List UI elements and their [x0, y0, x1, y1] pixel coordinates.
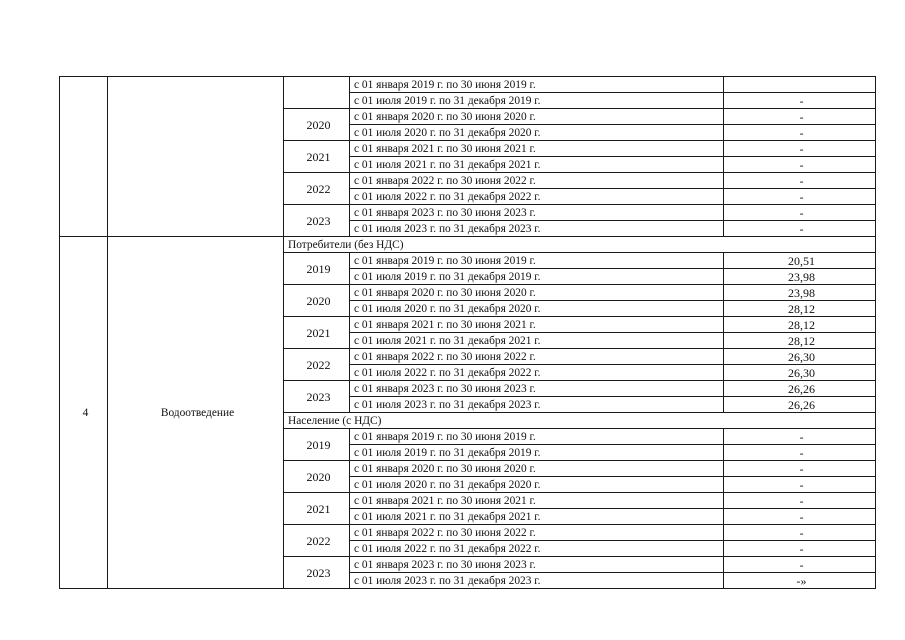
- tariff-value-cell: -: [724, 477, 876, 493]
- period-cell: с 01 июля 2020 г. по 31 декабря 2020 г.: [350, 125, 724, 141]
- period-cell: с 01 января 2019 г. по 30 июня 2019 г.: [350, 77, 724, 93]
- period-cell: с 01 июля 2022 г. по 31 декабря 2022 г.: [350, 189, 724, 205]
- tariff-value-cell: 28,12: [724, 333, 876, 349]
- period-cell: с 01 января 2020 г. по 30 июня 2020 г.: [350, 461, 724, 477]
- tariff-value-cell: -: [724, 93, 876, 109]
- group-title: Потребители (без НДС): [284, 237, 876, 253]
- period-cell: с 01 января 2019 г. по 30 июня 2019 г.: [350, 253, 724, 269]
- period-cell: с 01 июля 2020 г. по 31 декабря 2020 г.: [350, 477, 724, 493]
- tariff-value-cell: -: [724, 429, 876, 445]
- period-cell: с 01 января 2020 г. по 30 июня 2020 г.: [350, 285, 724, 301]
- period-cell: с 01 июля 2023 г. по 31 декабря 2023 г.: [350, 397, 724, 413]
- year-cell: 2020: [284, 109, 350, 141]
- group-title: Население (с НДС): [284, 413, 876, 429]
- period-cell: с 01 января 2023 г. по 30 июня 2023 г.: [350, 205, 724, 221]
- period-cell: с 01 июля 2021 г. по 31 декабря 2021 г.: [350, 333, 724, 349]
- period-cell: с 01 января 2020 г. по 30 июня 2020 г.: [350, 109, 724, 125]
- tariff-value-cell: -: [724, 205, 876, 221]
- period-cell: с 01 января 2023 г. по 30 июня 2023 г.: [350, 381, 724, 397]
- tariff-value-cell: -: [724, 445, 876, 461]
- tariff-value-cell: -»: [724, 573, 876, 589]
- tariff-value-cell: 20,51: [724, 253, 876, 269]
- year-cell: 2022: [284, 349, 350, 381]
- period-cell: с 01 июля 2019 г. по 31 декабря 2019 г.: [350, 93, 724, 109]
- period-cell: с 01 января 2023 г. по 30 июня 2023 г.: [350, 557, 724, 573]
- tariff-value-cell: -: [724, 525, 876, 541]
- period-cell: с 01 января 2021 г. по 30 июня 2021 г.: [350, 317, 724, 333]
- row-number: 4: [60, 237, 108, 589]
- tariff-value-cell: -: [724, 221, 876, 237]
- year-cell: 2023: [284, 557, 350, 589]
- tariff-value-cell: 26,26: [724, 381, 876, 397]
- tariff-value-cell: -: [724, 557, 876, 573]
- period-cell: с 01 января 2022 г. по 30 июня 2022 г.: [350, 173, 724, 189]
- year-cell: 2019: [284, 429, 350, 461]
- period-cell: с 01 июля 2023 г. по 31 декабря 2023 г.: [350, 573, 724, 589]
- tariff-value-cell: -: [724, 141, 876, 157]
- year-cell: 2019: [284, 253, 350, 285]
- year-cell: 2021: [284, 317, 350, 349]
- tariff-value-cell: 23,98: [724, 269, 876, 285]
- tariff-value-cell: [724, 77, 876, 93]
- tariff-value-cell: -: [724, 109, 876, 125]
- year-cell: [284, 77, 350, 109]
- period-cell: с 01 июля 2019 г. по 31 декабря 2019 г.: [350, 269, 724, 285]
- tariff-value-cell: -: [724, 189, 876, 205]
- tariff-value-cell: -: [724, 461, 876, 477]
- tariff-value-cell: 28,12: [724, 317, 876, 333]
- table-row: [60, 77, 876, 93]
- year-cell: 2021: [284, 493, 350, 525]
- period-cell: с 01 января 2019 г. по 30 июня 2019 г.: [350, 429, 724, 445]
- group-header-row: [60, 237, 876, 253]
- period-cell: с 01 июля 2019 г. по 31 декабря 2019 г.: [350, 445, 724, 461]
- tariff-value-cell: 26,30: [724, 365, 876, 381]
- tariff-value-cell: -: [724, 509, 876, 525]
- tariff-value-cell: 26,30: [724, 349, 876, 365]
- year-cell: 2020: [284, 285, 350, 317]
- period-cell: с 01 января 2022 г. по 30 июня 2022 г.: [350, 349, 724, 365]
- tariff-value-cell: -: [724, 493, 876, 509]
- row-number-cell: [60, 77, 108, 237]
- year-cell: 2023: [284, 381, 350, 413]
- tariff-value-cell: -: [724, 541, 876, 557]
- tariff-value-cell: -: [724, 157, 876, 173]
- row-name: Водоотведение: [108, 237, 284, 589]
- year-cell: 2020: [284, 461, 350, 493]
- tariff-table: [59, 76, 876, 589]
- period-cell: с 01 июля 2020 г. по 31 декабря 2020 г.: [350, 301, 724, 317]
- year-cell: 2023: [284, 205, 350, 237]
- period-cell: с 01 июля 2022 г. по 31 декабря 2022 г.: [350, 541, 724, 557]
- year-cell: 2022: [284, 173, 350, 205]
- tariff-value-cell: 26,26: [724, 397, 876, 413]
- tariff-value-cell: -: [724, 125, 876, 141]
- year-cell: 2021: [284, 141, 350, 173]
- tariff-value-cell: -: [724, 173, 876, 189]
- year-cell: 2022: [284, 525, 350, 557]
- period-cell: с 01 января 2021 г. по 30 июня 2021 г.: [350, 141, 724, 157]
- tariff-value-cell: 23,98: [724, 285, 876, 301]
- period-cell: с 01 июля 2023 г. по 31 декабря 2023 г.: [350, 221, 724, 237]
- tariff-value-cell: 28,12: [724, 301, 876, 317]
- period-cell: с 01 января 2021 г. по 30 июня 2021 г.: [350, 493, 724, 509]
- row-name-cell: [108, 77, 284, 237]
- period-cell: с 01 января 2022 г. по 30 июня 2022 г.: [350, 525, 724, 541]
- period-cell: с 01 июля 2021 г. по 31 декабря 2021 г.: [350, 157, 724, 173]
- period-cell: с 01 июля 2021 г. по 31 декабря 2021 г.: [350, 509, 724, 525]
- period-cell: с 01 июля 2022 г. по 31 декабря 2022 г.: [350, 365, 724, 381]
